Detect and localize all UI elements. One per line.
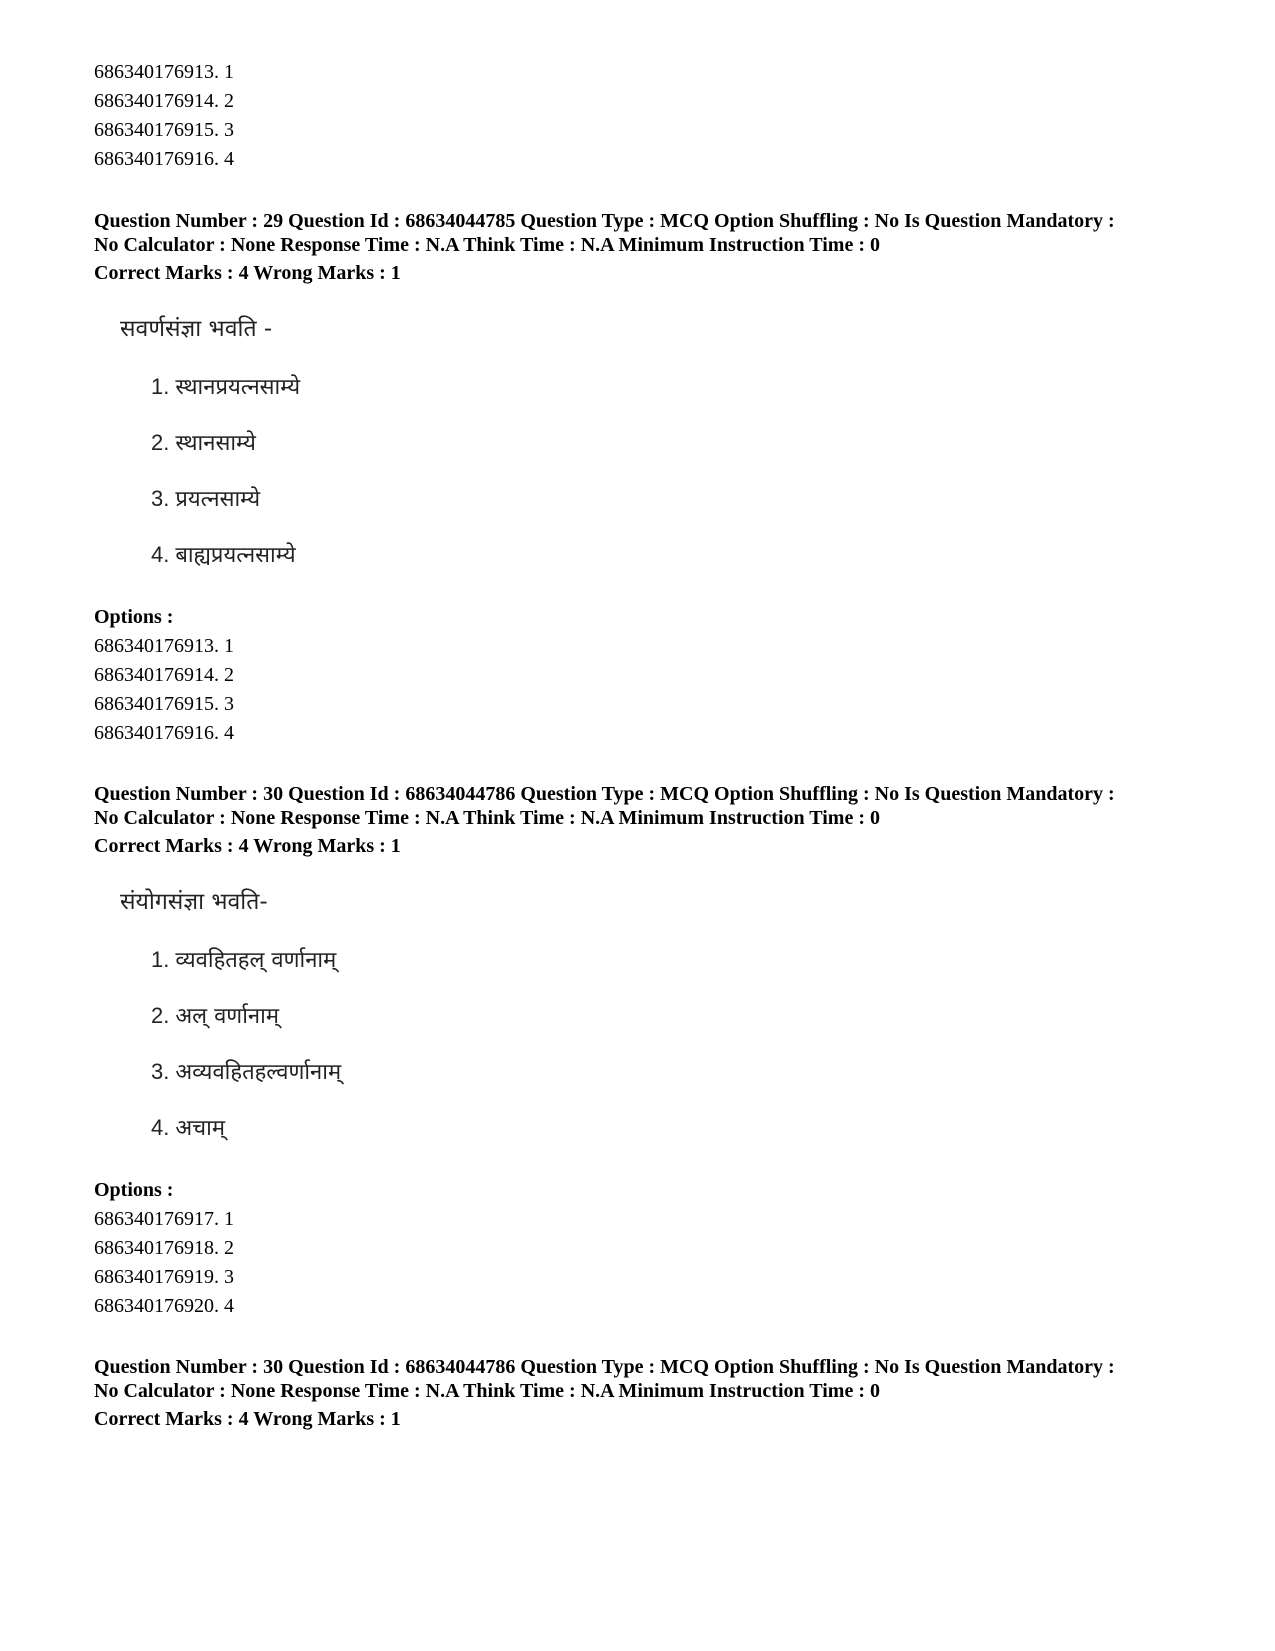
option-line: 686340176920. 4 bbox=[94, 1295, 234, 1317]
question-choice: 3. अव्यवहितहल्वर्णानाम् bbox=[151, 1059, 342, 1085]
question-marks: Correct Marks : 4 Wrong Marks : 1 bbox=[94, 1408, 401, 1430]
question-header-line: No Calculator : None Response Time : N.A Think Time : N.A Minimum Instruction Time : 0 bbox=[94, 234, 880, 256]
question-marks: Correct Marks : 4 Wrong Marks : 1 bbox=[94, 835, 401, 857]
question-choice: 2. स्थानसाम्ये bbox=[151, 430, 256, 456]
option-line: 686340176919. 3 bbox=[94, 1266, 234, 1288]
option-line: 686340176915. 3 bbox=[94, 693, 234, 715]
option-line: 686340176916. 4 bbox=[94, 722, 234, 744]
question-header-line: Question Number : 29 Question Id : 68634044785 Question Type : MCQ Option Shuffling : No Is Question Mandatory : bbox=[94, 210, 1115, 232]
option-line: 686340176918. 2 bbox=[94, 1237, 234, 1259]
question-header-line: No Calculator : None Response Time : N.A Think Time : N.A Minimum Instruction Time : 0 bbox=[94, 1380, 880, 1402]
options-title: Options : bbox=[94, 1179, 174, 1201]
options-list bbox=[94, 1205, 1194, 1321]
option-line: 686340176913. 1 bbox=[94, 61, 234, 83]
question-choice: 3. प्रयत्नसाम्ये bbox=[151, 486, 261, 512]
question-header bbox=[94, 209, 1194, 257]
options-title: Options : bbox=[94, 606, 174, 628]
options-list bbox=[94, 632, 1194, 748]
question-choice: 1. व्यवहितहल् वर्णानाम् bbox=[151, 947, 337, 973]
question-image bbox=[94, 285, 1194, 603]
question-choice: 1. स्थानप्रयत्नसाम्ये bbox=[151, 374, 301, 400]
question-choice: 4. बाह्यप्रयत्नसाम्ये bbox=[151, 542, 296, 568]
option-line: 686340176914. 2 bbox=[94, 90, 234, 112]
question-choice: 4. अचाम् bbox=[151, 1115, 225, 1141]
option-line: 686340176914. 2 bbox=[94, 664, 234, 686]
question-stem: संयोगसंज्ञा भवति- bbox=[120, 889, 268, 915]
question-header bbox=[94, 1355, 1194, 1403]
question-stem: सवर्णसंज्ञा भवति - bbox=[120, 316, 273, 342]
question-image bbox=[94, 858, 1194, 1176]
question-block-30 bbox=[94, 782, 1194, 1321]
question-block-30-repeat bbox=[94, 1355, 1194, 1431]
option-line: 686340176915. 3 bbox=[94, 119, 234, 141]
question-header bbox=[94, 782, 1194, 830]
question-marks: Correct Marks : 4 Wrong Marks : 1 bbox=[94, 262, 401, 284]
question-header-line: No Calculator : None Response Time : N.A Think Time : N.A Minimum Instruction Time : 0 bbox=[94, 807, 880, 829]
question-block-29 bbox=[94, 209, 1194, 748]
option-line: 686340176913. 1 bbox=[94, 635, 234, 657]
question-header-line: Question Number : 30 Question Id : 68634044786 Question Type : MCQ Option Shuffling : No Is Question Mandatory : bbox=[94, 1356, 1115, 1378]
option-line: 686340176916. 4 bbox=[94, 148, 234, 170]
question-header-line: Question Number : 30 Question Id : 68634044786 Question Type : MCQ Option Shuffling : No Is Question Mandatory : bbox=[94, 783, 1115, 805]
question-choice: 2. अल् वर्णानाम् bbox=[151, 1003, 279, 1029]
option-line: 686340176917. 1 bbox=[94, 1208, 234, 1230]
leading-options-list bbox=[94, 58, 1194, 174]
document-page bbox=[94, 58, 1194, 1431]
